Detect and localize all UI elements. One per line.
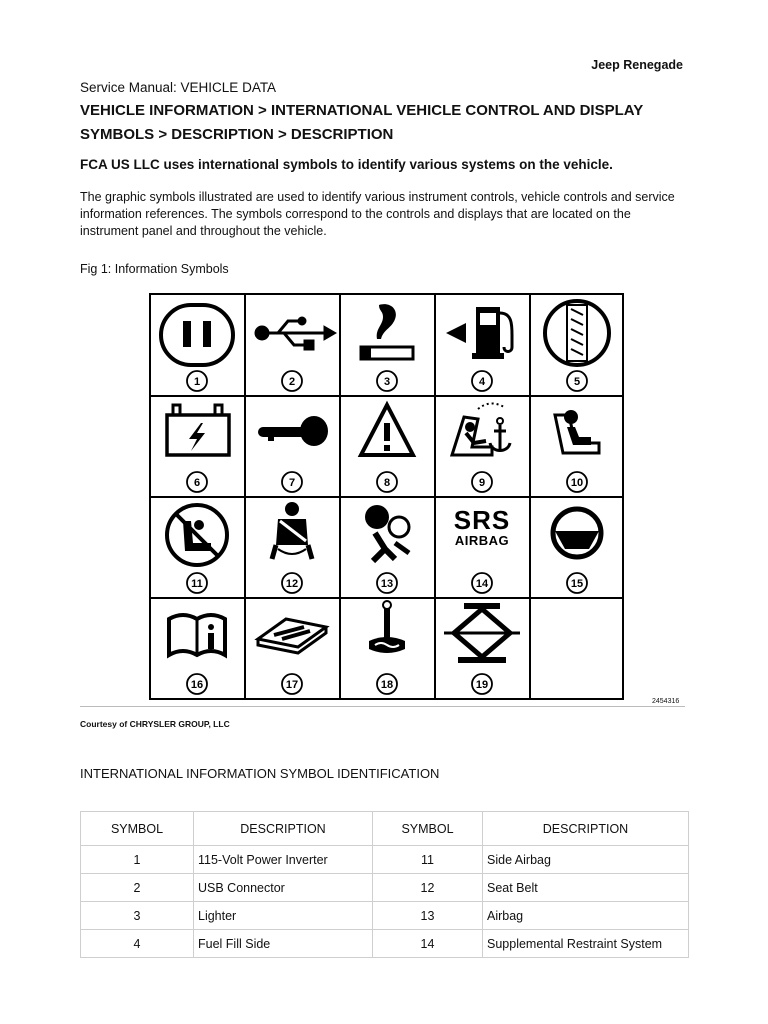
symbol-description: Seat Belt xyxy=(483,874,689,902)
symbol-number-label: 11 xyxy=(191,578,203,590)
symbol-number: 4 xyxy=(81,930,194,958)
symbol-description: Lighter xyxy=(194,902,373,930)
key-icon xyxy=(258,416,328,446)
symbol-number: 3 xyxy=(81,902,194,930)
table-header-row xyxy=(81,812,689,846)
table-row xyxy=(81,930,689,958)
symbol-number-label: 17 xyxy=(285,679,299,691)
service-manual-icon xyxy=(258,619,326,653)
service-manual-line: Service Manual: VEHICLE DATA xyxy=(80,80,277,95)
table-row xyxy=(81,902,689,930)
manual-info-icon xyxy=(169,615,225,655)
col-header-description: DESCRIPTION xyxy=(483,812,689,846)
symbol-number-label: 18 xyxy=(380,679,394,691)
jack-icon xyxy=(444,603,520,663)
seat-belt-icon xyxy=(272,502,312,559)
table-row xyxy=(81,846,689,874)
symbol-number-label: 6 xyxy=(193,477,201,489)
figure-caption: Fig 1: Information Symbols xyxy=(80,262,229,276)
child-seat-icon xyxy=(555,410,599,453)
symbol-grid xyxy=(149,293,624,700)
svg-text:SRS: SRS xyxy=(453,505,511,535)
symbol-description: USB Connector xyxy=(194,874,373,902)
symbol-number: 11 xyxy=(373,846,483,874)
symbol-description: Supplemental Restraint System xyxy=(483,930,689,958)
symbol-number-label: 5 xyxy=(573,376,581,388)
figure-courtesy: Courtesy of CHRYSLER GROUP, LLC xyxy=(80,719,230,729)
symbol-number-label: 16 xyxy=(190,679,204,691)
lighter-icon xyxy=(361,304,413,359)
symbol-number-label: 10 xyxy=(570,477,584,489)
intro-paragraph: The graphic symbols illustrated are used to identify various instrument controls, vehicle controls and service information references. The symbols correspond to the controls and displays that are located on the instrument panel and throughout the vehicle. xyxy=(80,190,675,238)
dipstick-icon xyxy=(369,601,405,653)
figure-id: 2454316 xyxy=(652,698,680,705)
symbol-number: 13 xyxy=(373,902,483,930)
svg-text:AIRBAG: AIRBAG xyxy=(454,533,510,548)
tire-icon xyxy=(545,301,609,365)
col-header-symbol: SYMBOL xyxy=(373,812,483,846)
symbol-number: 2 xyxy=(81,874,194,902)
table-title: INTERNATIONAL INFORMATION SYMBOL IDENTIFICATION xyxy=(80,766,440,781)
srs-airbag-icon xyxy=(454,505,510,548)
symbol-description: Fuel Fill Side xyxy=(194,930,373,958)
vehicle-name: Jeep Renegade xyxy=(591,58,683,72)
col-header-symbol: SYMBOL xyxy=(81,812,194,846)
figure-divider xyxy=(80,706,685,707)
symbol-description: Airbag xyxy=(483,902,689,930)
symbol-table xyxy=(80,811,689,958)
usb-icon xyxy=(255,317,336,350)
symbol-number: 1 xyxy=(81,846,194,874)
table-row xyxy=(81,874,689,902)
symbol-number-label: 4 xyxy=(478,376,486,388)
no-rear-facing-seat-icon xyxy=(167,505,227,565)
symbol-description: 115-Volt Power Inverter xyxy=(194,846,373,874)
symbol-number-label: 12 xyxy=(285,578,299,590)
symbol-description: Side Airbag xyxy=(483,846,689,874)
col-header-description: DESCRIPTION xyxy=(194,812,373,846)
symbol-number: 12 xyxy=(373,874,483,902)
symbol-number-label: 3 xyxy=(383,376,391,388)
lead-sentence: FCA US LLC uses international symbols to identify various systems on the vehicle. xyxy=(80,157,613,172)
airbag-icon xyxy=(365,505,409,561)
power-outlet-icon xyxy=(161,305,233,365)
warning-triangle-icon xyxy=(361,405,413,455)
page-title: VEHICLE INFORMATION > INTERNATIONAL VEHICLE CONTROL AND DISPLAY SYMBOLS > DESCRIPTION > DESCRIPTION xyxy=(80,102,643,143)
symbol-number-label: 9 xyxy=(478,477,486,489)
symbol-number: 14 xyxy=(373,930,483,958)
battery-icon xyxy=(167,405,229,455)
symbol-number-label: 15 xyxy=(570,578,584,590)
symbol-number-label: 1 xyxy=(193,376,201,388)
child-seat-anchor-icon xyxy=(452,403,510,455)
symbol-number-label: 19 xyxy=(475,679,489,691)
symbol-number-label: 13 xyxy=(380,578,394,590)
fuel-pump-icon xyxy=(446,307,512,359)
symbol-number-label: 2 xyxy=(288,376,296,388)
symbol-number-label: 8 xyxy=(383,477,391,489)
symbol-number-label: 14 xyxy=(475,578,489,590)
steering-wheel-icon xyxy=(553,509,601,557)
symbol-number-label: 7 xyxy=(288,477,296,489)
